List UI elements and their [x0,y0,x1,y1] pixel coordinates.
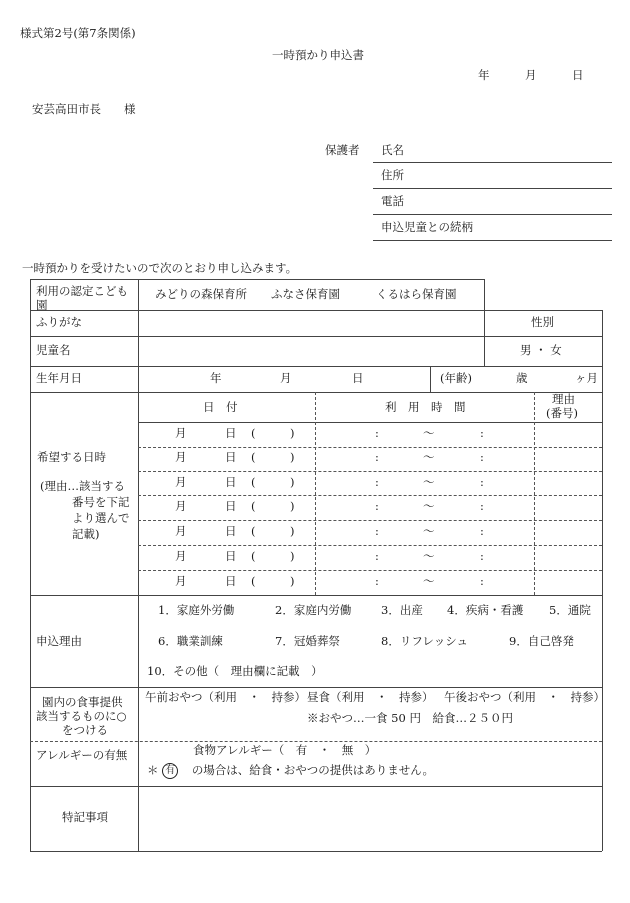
row-paren-open: ( [251,475,256,489]
grid-line [138,520,602,521]
row-day-label: 日 [225,549,237,563]
schedule-row[interactable] [138,551,532,563]
grid-line [30,741,602,742]
row-end-colon: : [480,475,484,489]
row-start-colon: : [375,475,379,489]
grid-line [30,786,602,787]
grid-line [30,279,484,280]
row-day-label: 日 [225,499,237,513]
row-start-colon: : [375,426,379,440]
allergy-label: アレルギーの有無 [36,748,128,762]
row-paren-open: ( [251,574,256,588]
guardian-address-label: 住所 [381,168,404,182]
schedule-row[interactable] [138,526,532,538]
reason-item: 7．冠婚葬祭 [275,634,340,648]
row-tilde: 〜 [423,549,435,563]
reason-item: 6．職業訓練 [158,634,223,648]
guardian-name-label: 氏名 [381,143,404,157]
lunch-option[interactable]: 昼食（利用 ・ 持参） [307,690,434,704]
row-day-label: 日 [225,475,237,489]
grid-line [30,279,31,851]
guardian-phone-line[interactable] [373,214,612,215]
row-start-colon: : [375,549,379,563]
schedule-row[interactable] [138,452,532,464]
col-header-date: 日 付 [203,400,238,414]
birthdate-label: 生年月日 [36,371,82,385]
gender-options[interactable]: 男 ・ 女 [520,343,562,357]
row-paren-close: ) [290,574,295,588]
row-end-colon: : [480,426,484,440]
row-tilde: 〜 [423,450,435,464]
row-start-colon: : [375,499,379,513]
row-day-label: 日 [225,450,237,464]
row-month-label: 月 [175,499,187,513]
remarks-field[interactable] [140,788,600,849]
intro-text: 一時預かりを受けたいので次のとおり申し込みます。 [22,261,298,275]
guardian-relationship-line[interactable] [373,240,612,241]
row-month-label: 月 [175,549,187,563]
row-end-colon: : [480,574,484,588]
grid-line [30,336,602,337]
furigana-label: ふりがな [36,315,82,329]
furigana-field[interactable] [140,312,482,334]
form-number: 様式第2号(第7条関係) [20,26,136,40]
row-paren-close: ) [290,524,295,538]
reason-item: 8．リフレッシュ [381,634,469,648]
allergy-circle-mark: 有 [162,763,178,779]
row-end-colon: : [480,499,484,513]
col-header-time: 利 用 時 間 [385,400,466,414]
guardian-name-line[interactable] [373,162,612,163]
meal-price-note: ※おやつ…一食 50 円 給食…２５０円 [307,711,513,725]
allergy-note-text: の場合は、給食・おやつの提供はありません。 [191,763,434,777]
row-end-colon: : [480,450,484,464]
grid-line [602,310,603,851]
row-paren-open: ( [251,549,256,563]
morning-snack-option[interactable]: 午前おやつ（利用 ・ 持参） [145,690,306,704]
meals-label-line: 園内の食事提供 [42,695,123,709]
grid-line [30,595,602,596]
gender-label: 性別 [531,315,554,329]
allergy-note [147,763,434,779]
grid-line [138,545,602,546]
schedule-note-line: 番号を下記 [72,495,130,509]
row-month-label: 月 [175,475,187,489]
grid-line [484,279,485,310]
facility-option-kuruhara[interactable]: くるはら保育園 [376,287,457,301]
addressee-honorific: 様 [124,102,136,116]
grid-line [30,851,602,852]
allergy-note-prefix: ＊ [147,763,159,777]
birth-day-label: 日 [352,371,364,385]
row-month-label: 月 [175,524,187,538]
reason-item: 2．家庭内労働 [275,603,352,617]
child-name-field[interactable] [140,338,482,364]
addressee: 安芸高田市長 [32,102,101,116]
remarks-label: 特記事項 [62,810,108,824]
row-paren-open: ( [251,499,256,513]
guardian-address-line[interactable] [373,188,612,189]
row-paren-close: ) [290,499,295,513]
row-paren-close: ) [290,426,295,440]
age-label: (年齢) [440,371,472,385]
age-years-label: 歳 [516,371,528,385]
grid-line [430,366,431,392]
reason-item: 1．家庭外労働 [158,603,235,617]
grid-line [138,279,139,851]
row-paren-open: ( [251,524,256,538]
birth-month-label: 月 [280,371,292,385]
age-months-label: ヶ月 [575,371,598,385]
date-day-label: 日 [572,68,584,82]
grid-line [138,447,602,448]
facility-label: 利用の認定こども園 [36,284,128,312]
date-year-label: 年 [478,68,490,82]
afternoon-snack-option[interactable]: 午後おやつ（利用 ・ 持参） [444,690,605,704]
grid-line [484,310,485,366]
reason-item: 3．出産 [381,603,423,617]
reason-item: 10．その他（ 理由欄に記載 ） [147,664,323,678]
reason-item: 9．自己啓発 [509,634,574,648]
row-end-colon: : [480,549,484,563]
meals-label-line: 該当するものに○ [36,709,127,723]
grid-line [534,392,535,595]
form-title: 一時預かり申込書 [272,48,364,62]
facility-option-funasa[interactable]: ふなさ保育園 [271,287,340,301]
row-tilde: 〜 [423,524,435,538]
meals-label-line: をつける [62,723,108,737]
grid-line [30,366,602,367]
row-start-colon: : [375,450,379,464]
row-day-label: 日 [225,524,237,538]
allergy-question[interactable]: 食物アレルギー（ 有 ・ 無 ） [193,743,377,757]
grid-line [138,422,602,423]
row-day-label: 日 [225,574,237,588]
grid-line [138,471,602,472]
grid-line [30,392,602,393]
row-paren-open: ( [251,450,256,464]
col-header-reason-number: (番号) [546,406,578,420]
row-paren-open: ( [251,426,256,440]
reason-item: 5．通院 [549,603,591,617]
grid-line [315,392,316,595]
date-month-label: 月 [525,68,537,82]
schedule-row[interactable] [138,576,532,588]
reasons-label: 申込理由 [36,634,82,648]
row-tilde: 〜 [423,574,435,588]
schedule-note-line: より選んで [72,511,130,525]
guardian-phone-label: 電話 [381,194,404,208]
row-paren-close: ) [290,549,295,563]
guardian-relationship-label: 申込児童との続柄 [381,220,473,234]
schedule-row[interactable] [138,428,532,440]
schedule-note-line: 記載) [72,527,100,541]
facility-option-midori[interactable]: みどりの森保育所 [155,287,247,301]
row-month-label: 月 [175,426,187,440]
row-tilde: 〜 [423,499,435,513]
guardian-label: 保護者 [325,143,360,157]
row-end-colon: : [480,524,484,538]
row-tilde: 〜 [423,475,435,489]
row-paren-close: ) [290,450,295,464]
reason-item: 4．疾病・看護 [447,603,524,617]
row-month-label: 月 [175,450,187,464]
grid-line [138,570,602,571]
grid-line [138,495,602,496]
row-paren-close: ) [290,475,295,489]
schedule-label: 希望する日時 [37,450,106,464]
birth-year-label: 年 [210,371,222,385]
child-name-label: 児童名 [36,343,71,357]
grid-line [30,687,602,688]
row-tilde: 〜 [423,426,435,440]
row-day-label: 日 [225,426,237,440]
row-month-label: 月 [175,574,187,588]
schedule-row[interactable] [138,501,532,513]
row-start-colon: : [375,524,379,538]
col-header-reason: 理由 [552,392,575,406]
schedule-row[interactable] [138,477,532,489]
schedule-note-line: (理由…該当する [40,479,125,493]
row-start-colon: : [375,574,379,588]
